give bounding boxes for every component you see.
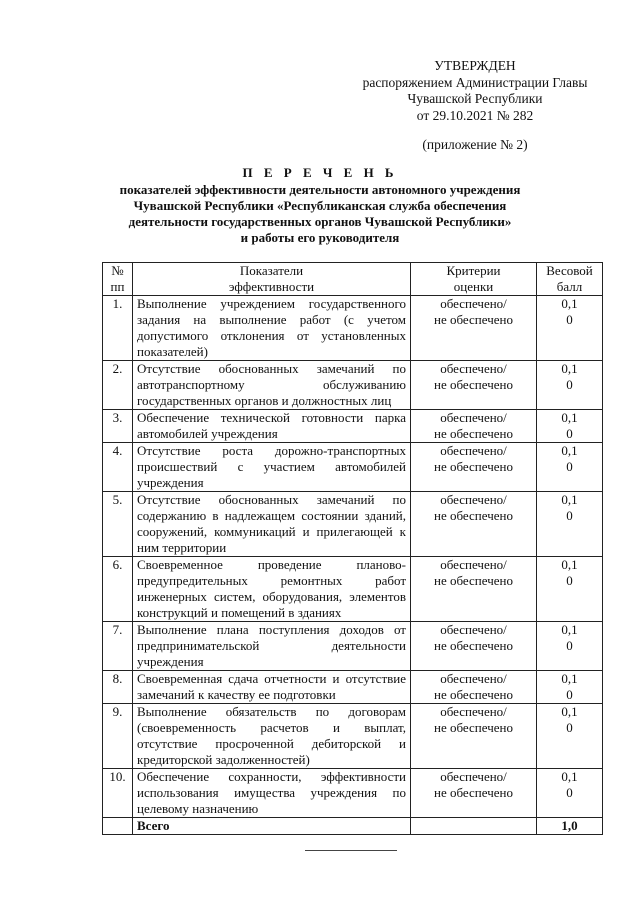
row-indicator: Обеспечение сохранности, эффективности использования имущества учреждения по целевому назначению xyxy=(133,769,411,818)
document-title xyxy=(90,165,550,246)
row-number: 5. xyxy=(103,492,133,557)
table-row xyxy=(103,769,603,818)
row-indicator: Выполнение плана поступления доходов от предпринимательской деятельности учреждения xyxy=(133,622,411,671)
row-number: 9. xyxy=(103,704,133,769)
row-indicator: Отсутствие обоснованных замечаний по автотранспортному обслуживанию государственных органов и должностных лиц xyxy=(133,361,411,410)
row-criteria: обеспечено/ не обеспечено xyxy=(411,361,537,410)
row-indicator: Отсутствие обоснованных замечаний по содержанию в надлежащем состоянии зданий, сооружений, коммуникаций и прилегающей к ним территории xyxy=(133,492,411,557)
header-number: № пп xyxy=(103,263,133,296)
approval-stamp xyxy=(330,58,620,154)
row-weight: 0,1 0 xyxy=(537,492,603,557)
row-number: 1. xyxy=(103,296,133,361)
row-criteria: обеспечено/ не обеспечено xyxy=(411,443,537,492)
title-line-3: деятельности государственных органов Чувашской Республики» xyxy=(128,214,512,229)
row-criteria: обеспечено/ не обеспечено xyxy=(411,704,537,769)
approval-authority: распоряжением Администрации Главы xyxy=(362,74,588,90)
row-weight: 0,1 0 xyxy=(537,557,603,622)
row-number: 3. xyxy=(103,410,133,443)
row-indicator: Обеспечение технической готовности парка автомобилей учреждения xyxy=(133,410,411,443)
closing-rule xyxy=(305,850,397,851)
approval-title: УТВЕРЖДЕН xyxy=(434,58,516,73)
table-row xyxy=(103,410,603,443)
row-weight: 0,1 0 xyxy=(537,296,603,361)
title-line-1: показателей эффективности деятельности автономного учреждения xyxy=(119,182,521,197)
indicators-table xyxy=(102,262,603,835)
row-criteria: обеспечено/ не обеспечено xyxy=(411,492,537,557)
table-row xyxy=(103,704,603,769)
row-number: 8. xyxy=(103,671,133,704)
row-weight: 0,1 0 xyxy=(537,671,603,704)
row-weight: 0,1 0 xyxy=(537,410,603,443)
total-value: 1,0 xyxy=(537,818,603,835)
table-row xyxy=(103,296,603,361)
table-row xyxy=(103,492,603,557)
row-criteria: обеспечено/ не обеспечено xyxy=(411,410,537,443)
row-indicator: Выполнение учреждением государственного задания на выполнение работ (с учетом допустимого отклонения от установленных показателей) xyxy=(133,296,411,361)
row-criteria: обеспечено/ не обеспечено xyxy=(411,671,537,704)
row-weight: 0,1 0 xyxy=(537,443,603,492)
row-weight: 0,1 0 xyxy=(537,361,603,410)
header-criteria: Критерии оценки xyxy=(411,263,537,296)
table-row xyxy=(103,671,603,704)
title-line-2: Чувашской Республики «Республиканская служба обеспечения xyxy=(133,198,507,213)
row-number: 2. xyxy=(103,361,133,410)
total-criteria-cell xyxy=(411,818,537,835)
row-indicator: Своевременное проведение планово-предупредительных ремонтных работ инженерных систем, оборудования, элементов конструкций и помещений в зданиях xyxy=(133,557,411,622)
row-weight: 0,1 0 xyxy=(537,769,603,818)
title-heading: П Е Р Е Ч Е Н Ь xyxy=(242,165,398,180)
row-number: 7. xyxy=(103,622,133,671)
header-weight: Весовой балл xyxy=(537,263,603,296)
row-criteria: обеспечено/ не обеспечено xyxy=(411,622,537,671)
row-indicator: Выполнение обязательств по договорам (своевременность расчетов и выплат, отсутствие просроченной дебиторской и кредиторской задолженностей) xyxy=(133,704,411,769)
annex-number: (приложение № 2) xyxy=(422,137,528,152)
row-number: 4. xyxy=(103,443,133,492)
table-row xyxy=(103,557,603,622)
title-line-4: и работы его руководителя xyxy=(240,230,400,245)
total-row xyxy=(103,818,603,835)
row-weight: 0,1 0 xyxy=(537,704,603,769)
total-number-cell xyxy=(103,818,133,835)
row-number: 10. xyxy=(103,769,133,818)
table-row xyxy=(103,443,603,492)
table-row xyxy=(103,361,603,410)
row-weight: 0,1 0 xyxy=(537,622,603,671)
approval-region: Чувашской Республики xyxy=(407,91,543,106)
row-criteria: обеспечено/ не обеспечено xyxy=(411,769,537,818)
row-number: 6. xyxy=(103,557,133,622)
row-indicator: Отсутствие роста дорожно-транспортных происшествий с участием автомобилей учреждения xyxy=(133,443,411,492)
table-row xyxy=(103,622,603,671)
row-indicator: Своевременная сдача отчетности и отсутствие замечаний к качеству ее подготовки xyxy=(133,671,411,704)
row-criteria: обеспечено/ не обеспечено xyxy=(411,296,537,361)
table-header-row xyxy=(103,263,603,296)
header-indicators: Показатели эффективности xyxy=(133,263,411,296)
row-criteria: обеспечено/ не обеспечено xyxy=(411,557,537,622)
total-label: Всего xyxy=(133,818,411,835)
approval-date: от 29.10.2021 № 282 xyxy=(416,107,534,123)
